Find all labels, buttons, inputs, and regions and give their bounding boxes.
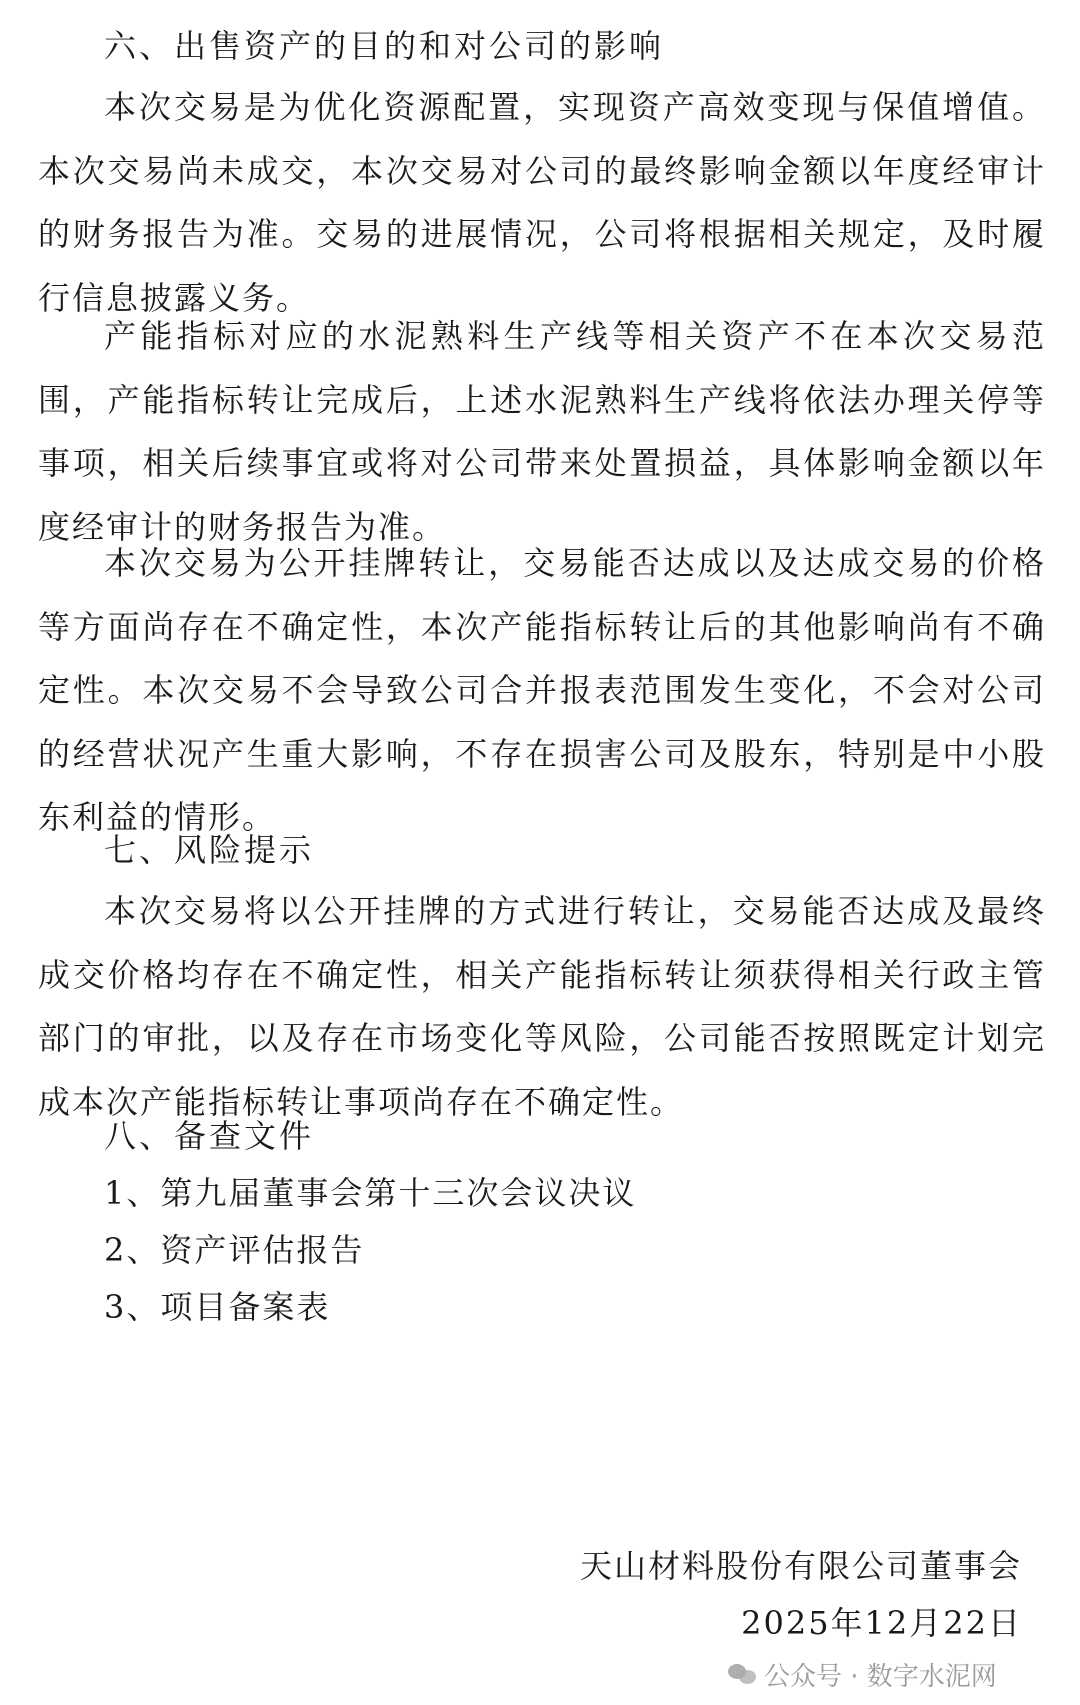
section-6-paragraph-2: 产能指标对应的水泥熟料生产线等相关资产不在本次交易范围，产能指标转让完成后，上述水泥熟料生产线将依法办理关停等事项，相关后续事宜或将对公司带来处置损益，具体影响金额以年度经审计的财务报告为准。 (38, 317, 1046, 546)
section-8-heading: 八、备查文件 (104, 1117, 315, 1155)
watermark-text: 公众号 · 数字水泥网 (764, 1661, 997, 1692)
section-6-paragraph-3: 本次交易为公开挂牌转让，交易能否达成以及达成交易的价格等方面尚存在不确定性，本次产能指标转让后的其他影响尚有不确定性。本次交易不会导致公司合并报表范围发生变化，不会对公司的经营状况产生重大影响，不存在损害公司及股东，特别是中小股东利益的情形。 (38, 544, 1046, 836)
signature-company: 天山材料股份有限公司董事会 (579, 1547, 1022, 1585)
list-item: 1、第九届董事会第十三次会议决议 (104, 1174, 637, 1212)
section-7-heading: 七、风险提示 (104, 831, 315, 869)
list-item: 2、资产评估报告 (104, 1231, 365, 1269)
wechat-icon (728, 1662, 758, 1686)
watermark (728, 1654, 997, 1694)
list-item: 3、项目备案表 (104, 1288, 331, 1326)
section-6-paragraph-1: 本次交易是为优化资源配置，实现资产高效变现与保值增值。本次交易尚未成交，本次交易对公司的最终影响金额以年度经审计的财务报告为准。交易的进展情况，公司将根据相关规定，及时履行信息披露义务。 (38, 88, 1046, 317)
section-6-heading: 六、出售资产的目的和对公司的影响 (104, 27, 665, 65)
signature-date: 2025年12月22日 (741, 1604, 1022, 1642)
section-7-paragraph-1: 本次交易将以公开挂牌的方式进行转让，交易能否达成及最终成交价格均存在不确定性，相关产能指标转让须获得相关行政主管部门的审批，以及存在市场变化等风险，公司能否按照既定计划完成本次产能指标转让事项尚存在不确定性。 (38, 892, 1046, 1121)
